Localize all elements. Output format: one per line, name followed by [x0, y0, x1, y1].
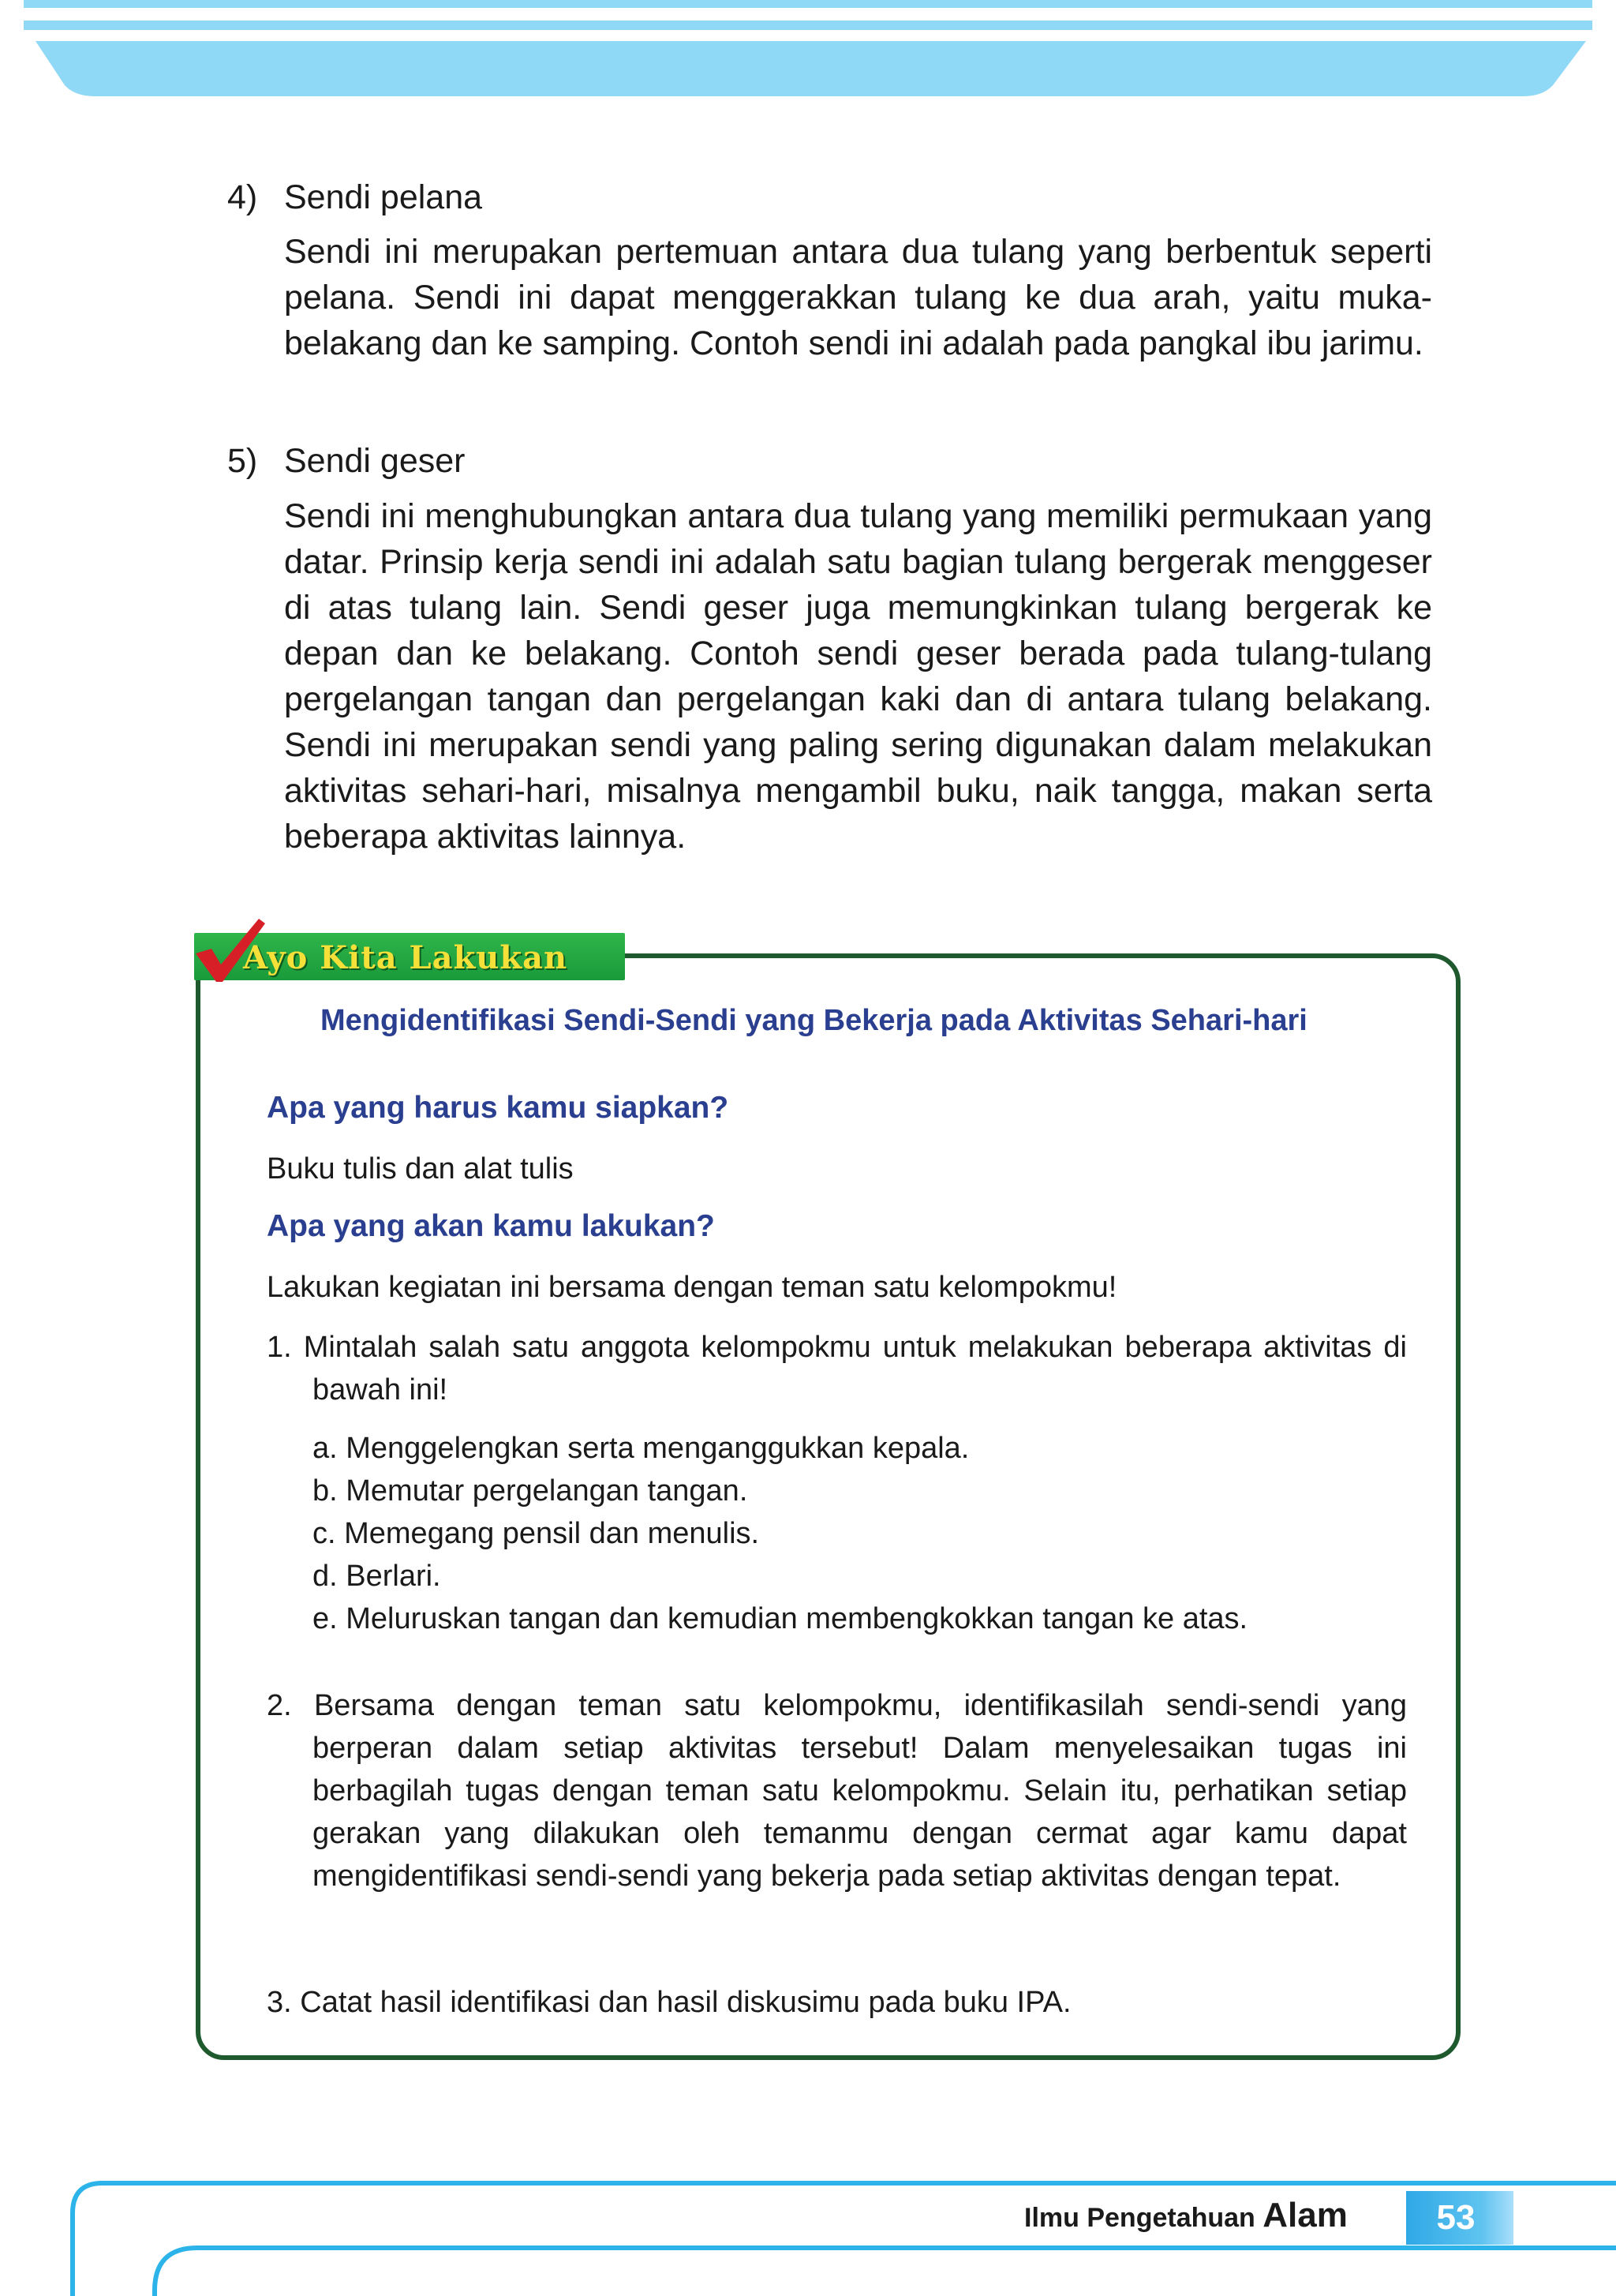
section-4-number: 4) [227, 178, 258, 216]
footer-subject-main: Alam [1262, 2196, 1348, 2234]
activity-title: Mengidentifikasi Sendi-Sendi yang Bekerja pada Aktivitas Sehari-hari [320, 1004, 1307, 1037]
answer-prepare: Buku tulis dan alat tulis [267, 1152, 574, 1185]
question-do: Apa yang akan kamu lakukan? [267, 1209, 715, 1243]
step-1-item-d: d. Berlari. [312, 1560, 441, 1593]
step-1-item-b: b. Memutar pergelangan tangan. [312, 1474, 748, 1508]
activity-badge-label: Ayo Kita Lakukan [243, 939, 568, 976]
section-4-title: Sendi pelana [284, 178, 483, 216]
footer-subject-prefix: Ilmu Pengetahuan [1024, 2203, 1255, 2233]
step-2: 2. Bersama dengan teman satu kelompokmu, identifikasilah sendi-sendi yang berperan dalam setiap aktivitas tersebut! Dalam menyelesaikan tugas ini berbagilah tugas dengan teman satu kelompokmu. Selain itu, perhatikan setiap gerakan yang dilakukan oleh temanmu dengan cermat agar kamu dapat mengidentifikasi sendi-sendi yang bekerja pada setiap aktivitas dengan tepat. [267, 1689, 1407, 1893]
section-5-title: Sendi geser [284, 442, 466, 480]
header-decoration [0, 0, 1616, 103]
section-5-number: 5) [227, 442, 258, 480]
step-3: 3. Catat hasil identifikasi dan hasil diskusimu pada buku IPA. [267, 1986, 1072, 2019]
step-1: 1. Mintalah salah satu anggota kelompokmu untuk melakukan beberapa aktivitas di bawah ini! [267, 1331, 1407, 1406]
footer-subject [1024, 2196, 1348, 2235]
section-5-body: Sendi ini menghubungkan antara dua tulang yang memiliki permukaan yang datar. Prinsip kerja sendi ini adalah satu bagian tulang bergerak menggeser di atas tulang lain. Sendi geser juga memungkinkan tulang bergerak ke depan dan ke belakang. Contoh sendi geser berada pada tulang-tulang pergelangan tangan dan pergelangan kaki dan di antara tulang belakang. Sendi ini merupakan sendi yang paling sering digunakan dalam melakukan aktivitas sehari-hari, misalnya mengambil buku, naik tangga, makan serta beberapa aktivitas lainnya. [284, 497, 1432, 856]
page-number: 53 [1436, 2198, 1476, 2237]
question-prepare: Apa yang harus kamu siapkan? [267, 1091, 729, 1125]
step-1-item-e: e. Meluruskan tangan dan kemudian membengkokkan tangan ke atas. [312, 1602, 1248, 1635]
step-1-item-c: c. Memegang pensil dan menulis. [312, 1517, 760, 1550]
footer-frame [0, 2178, 1616, 2296]
section-4-body: Sendi ini merupakan pertemuan antara dua tulang yang berbentuk seperti pelana. Sendi ini dapat menggerakkan tulang ke dua arah, yaitu muka-belakang dan ke samping. Contoh sendi ini adalah pada pangkal ibu jarimu. [284, 233, 1432, 362]
step-1-item-a: a. Menggelengkan serta menganggukkan kepala. [312, 1432, 970, 1465]
activity-intro: Lakukan kegiatan ini bersama dengan teman satu kelompokmu! [267, 1271, 1117, 1304]
